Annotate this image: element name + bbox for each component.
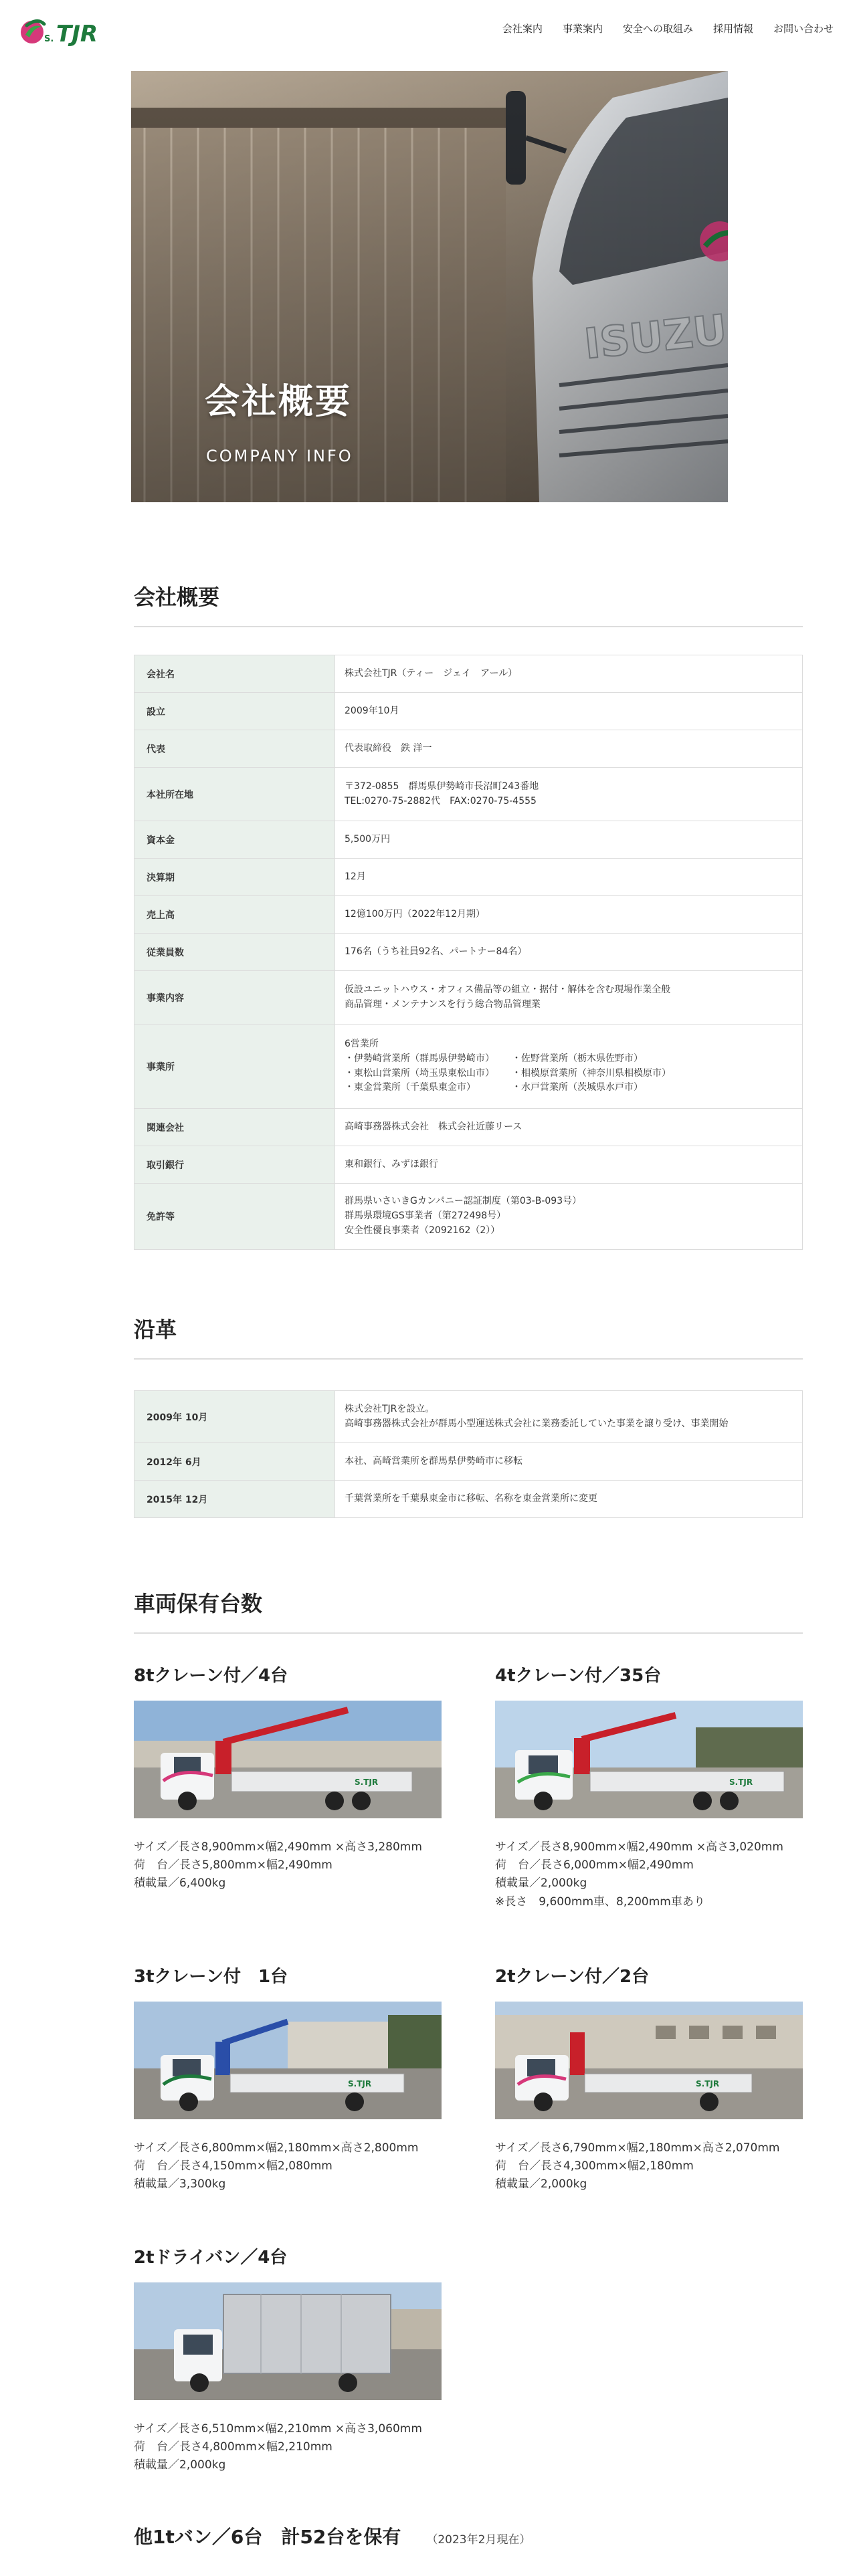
row-label: 決算期	[134, 859, 335, 896]
row-value: 12月	[345, 871, 366, 882]
history-event: 高崎事務器株式会社が群馬小型運送株式会社に業務委託していた事業を譲り受け、事業開始	[345, 1418, 729, 1429]
nav-business[interactable]: 事業案内	[562, 23, 603, 35]
vehicle-photo	[134, 2002, 442, 2119]
row-value: 仮設ユニットハウス・オフィス備品等の組立・据付・解体を含む現場作業全般	[345, 984, 671, 995]
table-row	[134, 730, 803, 768]
hero-title: 会社概要	[205, 382, 353, 422]
vehicle-title: 2tクレーン付／2台	[495, 1967, 650, 1987]
row-value: 〒372-0855 群馬県伊勢崎市長沼町243番地	[345, 780, 539, 792]
table-row	[134, 1109, 803, 1146]
row-label: 資本金	[134, 821, 335, 859]
row-value: 東和銀行、みずほ銀行	[345, 1158, 438, 1170]
row-value: 12億100万円（2022年12月期）	[345, 908, 485, 920]
table-row	[134, 1184, 803, 1250]
vehicle-card	[495, 1963, 803, 2194]
row-value: 5,500万円	[345, 833, 391, 845]
row-label: 本社所在地	[134, 768, 335, 821]
table-row	[134, 1025, 803, 1109]
vehicle-title: 3tクレーン付 1台	[134, 1967, 288, 1987]
office-item: ・相模原営業所（神奈川県相模原市）	[512, 1067, 671, 1079]
vehicle-specs: サイズ／長さ8,900mm×幅2,490mm ×高さ3,020mm 荷 台／長さ6,000mm×幅2,490mm 積載量／2,000kg ※長さ 9,600mm車、8,200mm車あり	[495, 1840, 783, 1909]
fleet-total: 他1tバン／6台 計52台を保有 （2023年2月現在）	[134, 2526, 531, 2548]
row-value: 商品管理・メンテナンスを行う総合物品管理業	[345, 998, 541, 1010]
vehicle-card	[495, 1662, 803, 1911]
table-row	[134, 896, 803, 934]
nav-contact[interactable]: お問い合わせ	[773, 23, 834, 35]
row-value: 群馬県いさいきGカンパニー認証制度（第03-B-093号）	[345, 1196, 582, 1207]
office-item: ・佐野営業所（栃木県佐野市）	[512, 1053, 643, 1064]
site-header	[0, 0, 859, 62]
history-table	[134, 1390, 803, 1518]
vehicle-card	[134, 1662, 442, 1893]
row-label: 会社名	[134, 655, 335, 693]
table-row	[134, 1146, 803, 1184]
table-row	[134, 1391, 803, 1443]
row-label: 事業内容	[134, 971, 335, 1025]
history-date: 2009年 10月	[134, 1391, 335, 1443]
fleet-total-note: （2023年2月現在）	[426, 2533, 531, 2547]
vehicle-photo	[134, 2282, 442, 2400]
svg-text:TJR: TJR	[56, 21, 98, 47]
vehicle-specs: サイズ／長さ6,800mm×幅2,180mm×高さ2,800mm 荷 台／長さ4,150mm×幅2,080mm 積載量／3,300kg	[134, 2141, 419, 2191]
vehicle-card	[134, 2244, 442, 2475]
row-value: 群馬県環境GS事業者（第272498号）	[345, 1210, 506, 1222]
table-row	[134, 693, 803, 730]
table-row	[134, 821, 803, 859]
nav-company[interactable]: 会社案内	[502, 23, 543, 35]
hero-banner	[131, 71, 728, 502]
svg-text:S.TJR: S.TJR	[696, 2079, 720, 2088]
company-info-table	[134, 655, 803, 1250]
table-row	[134, 655, 803, 693]
row-value: 株式会社TJR（ティー ジェイ アール）	[345, 667, 518, 679]
row-value: 代表取締役 鉄 洋一	[345, 742, 432, 754]
vehicle-photo	[495, 2002, 803, 2119]
history-date: 2012年 6月	[134, 1443, 335, 1481]
nav-safety[interactable]: 安全への取組み	[622, 23, 693, 35]
table-row	[134, 859, 803, 896]
row-value: 6営業所	[345, 1039, 379, 1050]
row-label: 売上高	[134, 896, 335, 934]
history-event: 本社、高崎営業所を群馬県伊勢崎市に移転	[345, 1455, 522, 1467]
row-label: 従業員数	[134, 934, 335, 971]
row-label: 関連会社	[134, 1109, 335, 1146]
row-value: 2009年10月	[345, 705, 399, 716]
fleet-heading: 車両保有台数	[134, 1587, 803, 1634]
row-value: 高崎事務器株式会社 株式会社近藤リース	[345, 1121, 522, 1132]
office-item: ・東松山営業所（埼玉県東松山市）	[345, 1067, 494, 1079]
vehicle-card	[134, 1963, 442, 2194]
history-date: 2015年 12月	[134, 1481, 335, 1518]
hero-truck-image	[131, 71, 728, 502]
svg-text:S.: S.	[44, 34, 54, 44]
row-value: 安全性優良事業者（2092162（2））	[345, 1224, 500, 1236]
history-event: 千葉営業所を千葉県東金市に移転、名称を東金営業所に変更	[345, 1493, 597, 1504]
row-label: 代表	[134, 730, 335, 768]
vehicle-specs: サイズ／長さ6,790mm×幅2,180mm×高さ2,070mm 荷 台／長さ4,300mm×幅2,180mm 積載量／2,000kg	[495, 2141, 780, 2191]
row-label: 取引銀行	[134, 1146, 335, 1184]
row-label: 事業所	[134, 1025, 335, 1109]
main-nav	[502, 21, 834, 35]
row-label: 免許等	[134, 1184, 335, 1250]
vehicle-specs: サイズ／長さ8,900mm×幅2,490mm ×高さ3,280mm 荷 台／長さ5,800mm×幅2,490mm 積載量／6,400kg	[134, 1840, 422, 1891]
history-event: 株式会社TJRを設立。	[345, 1403, 435, 1414]
table-row	[134, 1443, 803, 1481]
vehicle-photo	[495, 1701, 803, 1818]
vehicle-title: 8tクレーン付／4台	[134, 1666, 288, 1686]
office-item: ・東金営業所（千葉県東金市）	[345, 1082, 476, 1093]
history-heading: 沿革	[134, 1313, 803, 1360]
office-list	[345, 1052, 793, 1095]
vehicle-photo	[134, 1701, 442, 1818]
company-logo[interactable]	[17, 13, 118, 48]
row-label: 設立	[134, 693, 335, 730]
hero-subtitle: COMPANY INFO	[206, 447, 353, 465]
vehicle-specs: サイズ／長さ6,510mm×幅2,210mm ×高さ3,060mm 荷 台／長さ4,800mm×幅2,210mm 積載量／2,000kg	[134, 2422, 422, 2472]
company-overview-heading: 会社概要	[134, 580, 803, 627]
row-value: TEL:0270-75-2882代 FAX:0270-75-4555	[345, 795, 537, 807]
table-row	[134, 971, 803, 1025]
table-row	[134, 934, 803, 971]
table-row	[134, 1481, 803, 1518]
nav-recruit[interactable]: 採用情報	[712, 23, 753, 35]
row-value: 176名（うち社員92名、パートナー84名）	[345, 946, 527, 957]
svg-text:S.TJR: S.TJR	[348, 2079, 372, 2088]
table-row	[134, 768, 803, 821]
svg-text:S.TJR: S.TJR	[729, 1778, 753, 1787]
office-item: ・水戸営業所（茨城県水戸市）	[512, 1082, 643, 1093]
svg-text:S.TJR: S.TJR	[355, 1778, 379, 1787]
office-item: ・伊勢崎営業所（群馬県伊勢崎市）	[345, 1053, 494, 1064]
vehicle-title: 4tクレーン付／35台	[495, 1666, 662, 1686]
vehicle-title: 2tドライバン／4台	[134, 2248, 288, 2268]
